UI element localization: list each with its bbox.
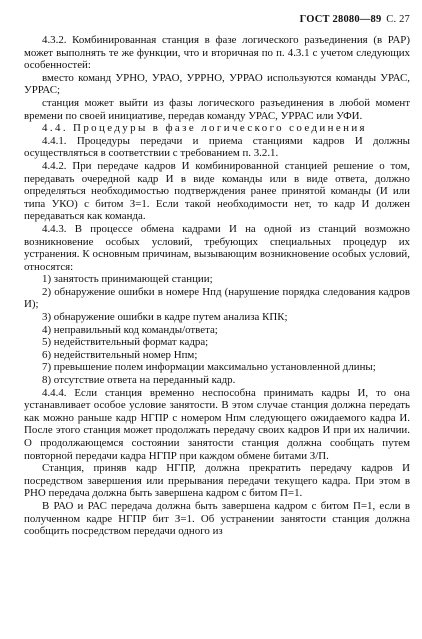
list-item: 4) неправильный код команды/ответа; xyxy=(42,323,218,336)
page-header xyxy=(300,14,410,25)
list-item: 1) занятость принимающей станции; xyxy=(42,273,213,286)
section-heading-4-4: 4.4. Процедуры в фазе логического соединения xyxy=(42,122,367,135)
list-item: 8) отсутствие ответа на переданный кадр. xyxy=(42,374,236,387)
document-body xyxy=(24,34,410,538)
paragraph: вместо команд УРНО, УРАО, УРРНО, УРРАО используются команды УРАС, УРРАС; xyxy=(24,71,410,97)
list-item: 3) обнаружение ошибки в кадре путем анализа КПК; xyxy=(42,311,288,324)
standard-number: ГОСТ 28080—89 xyxy=(299,14,382,25)
list-item: 5) недействительный формат кадра; xyxy=(42,336,209,349)
page-number: С. 27 xyxy=(386,14,410,25)
paragraph-4-4-1: 4.4.1. Процедуры передачи и приема станциями кадров И должны осуществляться в соответствии с требованием п. 3.2.1. xyxy=(24,134,410,160)
paragraph-4-4-2: 4.4.2. При передаче кадров И комбинированной станцией решение о том, передавать очередной кадр И в виде команды или в виде ответа, должно определяться необходимостью подтверждения ранее принятой команды (И или типа УКО) с битом З=1. Если такой необходимости нет, то кадр И должен передаваться как команда. xyxy=(24,159,410,223)
paragraph: станция может выйти из фазы логического разъединения в любой момент времени по своей инициативе, передав команду УРАС, УРРАС или УФИ. xyxy=(24,96,410,122)
paragraph-4-4-3: 4.4.3. В процессе обмена кадрами И на одной из станций возможно возникновение особых условий, требующих специальных процедур их устранения. К основным причинам, вызывающим возникновение особых условий, относятся: xyxy=(24,222,410,273)
paragraph: Станция, приняв кадр НГПР, должна прекратить передачу кадров И посредством завершения или прерывания передачи текущего кадра. При этом в РНО передача должна быть завершена кадром с битом П=1. xyxy=(24,462,410,500)
list-item: 2) обнаружение ошибки в номере Нпд (нарушение порядка следования кадров И); xyxy=(24,285,410,311)
paragraph-4-4-4: 4.4.4. Если станция временно неспособна принимать кадры И, то она устанавливает особое условие занятости. В этом случае станция должна передать как можно раньше кадр НГПР с номером Нпм следующего ожидаемого кадра И. После этого станция может продолжать передачу своих кадров И при их наличии. О продолжающемся состоянии занятости станция должна сообщать путем повторной передачи кадра НГПР при каждом обмене битами З/П. xyxy=(24,386,410,462)
paragraph: В РАО и РАС передача должна быть завершена кадром с битом П=1, если в полученном кадре НГПР бит З=1. Об устранении занятости станция должна сообщить посредством передачи одного из xyxy=(24,499,410,538)
paragraph-4-3-2: 4.3.2. Комбинированная станция в фазе логического разъединения (в РАР) может выполнять те же функции, что и вторичная по п. 4.3.1 с учетом следующих особенностей: xyxy=(24,34,410,72)
list-item: 7) превышение полем информации максимально установленной длины; xyxy=(42,361,376,374)
list-item: 6) недействительный номер Нпм; xyxy=(42,348,198,361)
